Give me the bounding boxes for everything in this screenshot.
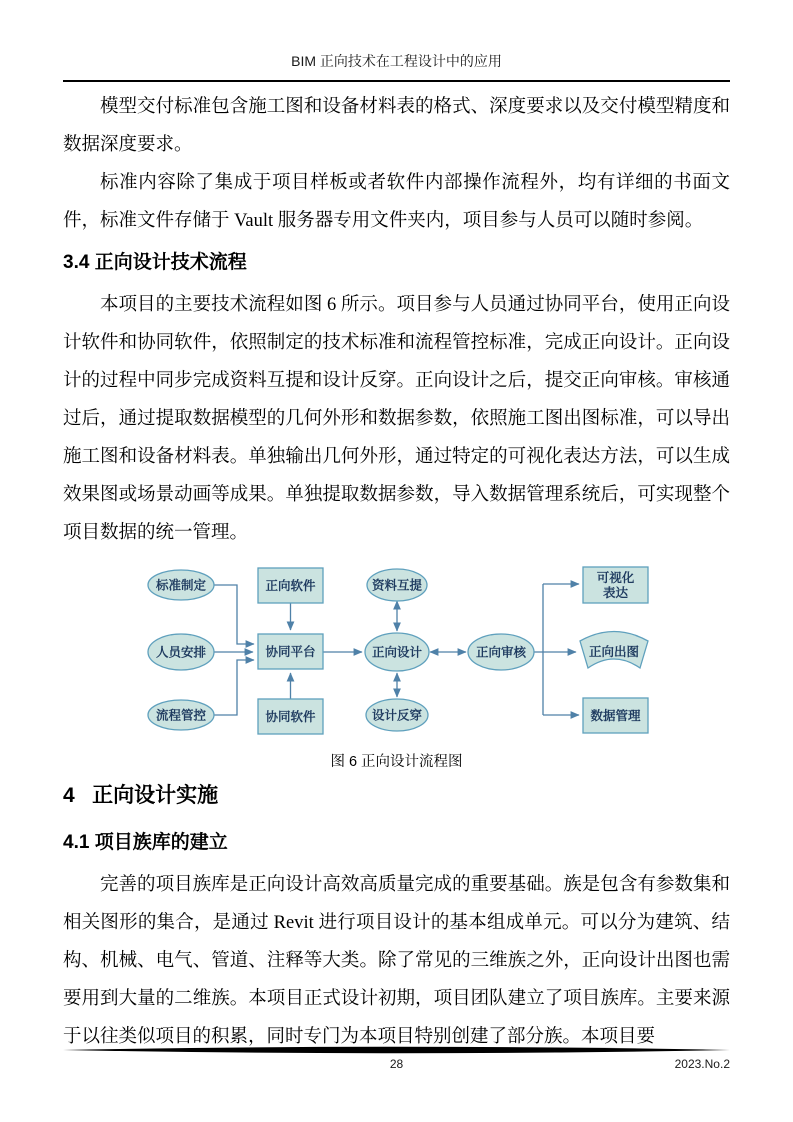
- node-forward-software-label: 正向软件: [265, 579, 316, 593]
- node-forward-design-label: 正向设计: [371, 645, 423, 660]
- node-staffing-label: 人员安排: [155, 645, 207, 660]
- node-collab-platform-label: 协同平台: [265, 645, 316, 659]
- node-data-management-label: 数据管理: [590, 709, 641, 723]
- paragraph-model-delivery: 模型交付标准包含施工图和设备材料表的格式、深度要求以及交付模型精度和数据深度要求。: [63, 97, 730, 155]
- node-process-control-label: 流程管控: [155, 708, 207, 723]
- paragraph-standard-content: 标准内容除了集成于项目样板或者软件内部操作流程外，均有详细的书面文件，标准文件存储于 Vault 服务器专用文件夹内，项目参与人员可以随时参阅。: [63, 173, 730, 231]
- footer-rule-bar: [63, 1046, 730, 1054]
- running-header-title: BIM 正向技术在工程设计中的应用: [291, 53, 502, 69]
- node-standard-label: 标准制定: [155, 578, 207, 593]
- figure6-flowchart: [135, 560, 655, 740]
- figure6-caption: 图 6 正向设计流程图: [330, 754, 463, 770]
- heading-4-1: 4.1 项目族库的建立: [63, 832, 228, 853]
- node-forward-review-label: 正向审核: [475, 645, 527, 660]
- node-design-backcheck-label: 设计反穿: [371, 708, 423, 723]
- heading-4: 4 正向设计实施: [63, 784, 219, 807]
- node-visual-expression-line2: 表达: [602, 586, 629, 600]
- page-number: 28: [389, 1057, 404, 1071]
- issue-label: 2023.No.2: [674, 1057, 730, 1071]
- paragraph-technical-process: 本项目的主要技术流程如图 6 所示。项目参与人员通过协同平台，使用正向设计软件和协同软件，依照制定的技术标准和流程管控标准，完成正向设计。正向设计的过程中同步完成资料互提和设计反穿。正向设计之后，提交正向审核。审核通过后，通过提取数据模型的几何外形和数据参数，依照施工图出图标准，可以导出施工图和设备材料表。单独输出几何外形，通过特定的可视化表达方法，可以生成效果图或场景动画等成果。单独提取数据参数，导入数据管理系统后，可实现整个项目数据的统一管理。: [63, 295, 730, 543]
- node-forward-drawing-label: 正向出图: [588, 645, 640, 659]
- node-data-exchange-label: 资料互提: [371, 578, 423, 593]
- page-content: [63, 52, 730, 1056]
- heading-3-4: 3.4 正向设计技术流程: [63, 252, 247, 273]
- footer-row: [63, 1057, 730, 1075]
- flowchart-svg: [135, 560, 655, 740]
- connector-process-to-platform: [214, 660, 254, 715]
- header-rule: [63, 80, 730, 82]
- node-visual-expression-line1: 可视化: [596, 571, 635, 585]
- page-footer: [63, 1046, 730, 1075]
- connector-standard-to-platform: [214, 585, 254, 644]
- node-collab-software-label: 协同软件: [265, 710, 316, 724]
- paragraph-family-library: 完善的项目族库是正向设计高效高质量完成的重要基础。族是包含有参数集和相关图形的集合，是通过 Revit 进行项目设计的基本组成单元。可以分为建筑、结构、机械、电气、管道、注释等大类。除了常见的三维族之外，正向设计出图也需要用到大量的二维族。本项目正式设计初期，项目团队建立了项目族库。主要来源于以往类似项目的积累，同时专门为本项目特别创建了部分族。本项目要: [63, 875, 730, 1047]
